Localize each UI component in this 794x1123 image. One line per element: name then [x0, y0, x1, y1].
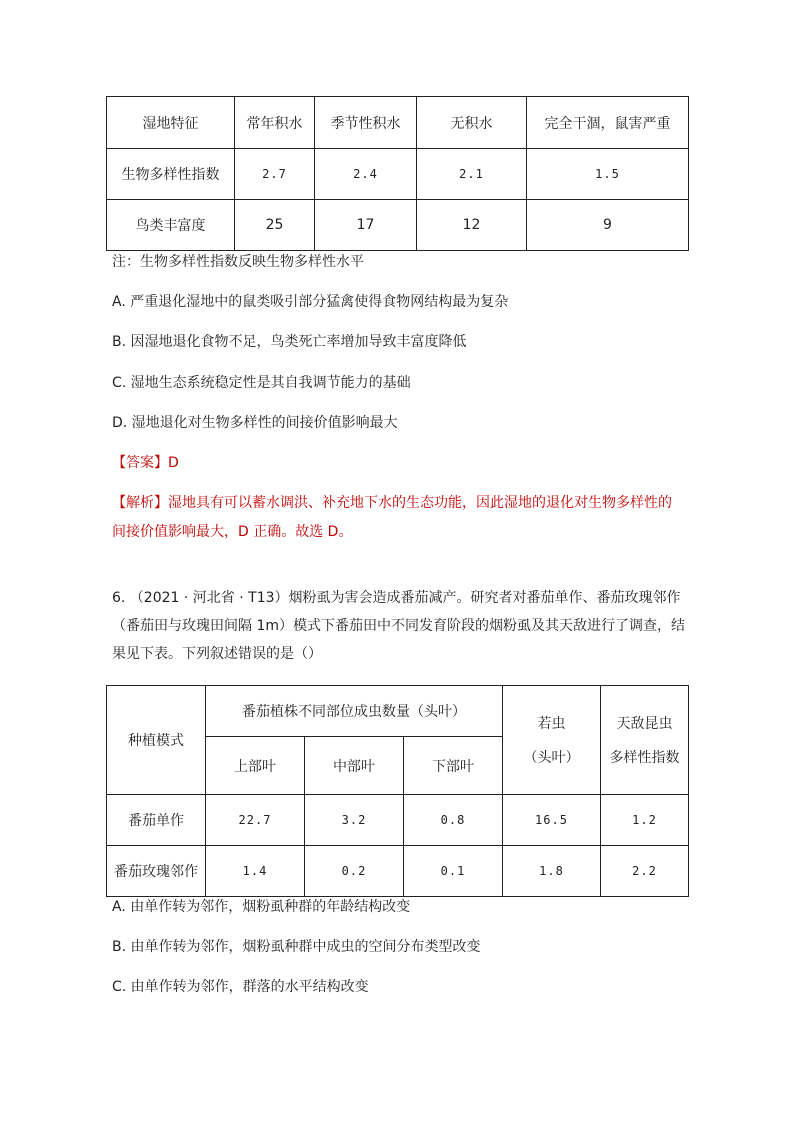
q6-option-b: B. 由单作转为邻作，烟粉虱种群中成虫的空间分布类型改变	[112, 939, 481, 955]
table-cell: 25	[235, 200, 315, 251]
answer-label: 【答案】	[112, 455, 168, 471]
table-cell: 0.2	[305, 846, 404, 897]
q6-option-c: C. 由单作转为邻作，群落的水平结构改变	[112, 979, 369, 995]
table-row	[107, 795, 689, 846]
question-6-stem-2: （番茄田与玫瑰田间隔 1m）模式下番茄田中不同发育阶段的烟粉虱及其天敌进行了调查，结	[112, 618, 685, 634]
col-lower-leaf: 下部叶	[404, 737, 503, 795]
table-cell: 0.8	[404, 795, 503, 846]
table-cell: 1.2	[601, 795, 689, 846]
table-header-cell: 完全干涸，鼠害严重	[527, 97, 689, 149]
table-header-cell: 无积水	[417, 97, 527, 149]
col-nymph-line1: 若虫	[537, 716, 566, 732]
analysis-text: 湿地具有可以蓄水调洪、补充地下水的生态功能，因此湿地的退化对生物多样性的	[168, 495, 672, 511]
table-cell: 2.4	[315, 149, 417, 200]
table-header-cell: 湿地特征	[107, 97, 235, 149]
table-cell: 2.2	[601, 846, 689, 897]
col-enemy-diversity	[601, 686, 689, 795]
table-cell: 3.2	[305, 795, 404, 846]
col-planting-mode: 种植模式	[107, 686, 206, 795]
table-cell: 12	[417, 200, 527, 251]
table-cell: 0.1	[404, 846, 503, 897]
col-nymph	[503, 686, 601, 795]
q6-option-a: A. 由单作转为邻作，烟粉虱种群的年龄结构改变	[112, 899, 411, 915]
wetland-table	[106, 96, 689, 251]
table-row	[107, 200, 689, 251]
table-cell: 2.1	[417, 149, 527, 200]
col-nymph-line2: （头叶）	[523, 750, 580, 766]
table-row	[107, 149, 689, 200]
table-cell: 鸟类丰富度	[107, 200, 235, 251]
table-cell: 番茄玫瑰邻作	[107, 846, 206, 897]
col-adult-count-group: 番茄植株不同部位成虫数量（头叶）	[206, 686, 503, 737]
option-a: A. 严重退化湿地中的鼠类吸引部分猛禽使得食物网结构最为复杂	[112, 294, 509, 310]
table-cell: 1.5	[527, 149, 689, 200]
table-cell: 17	[315, 200, 417, 251]
table-header-cell: 常年积水	[235, 97, 315, 149]
table-row	[107, 846, 689, 897]
option-d: D. 湿地退化对生物多样性的间接价值影响最大	[112, 415, 398, 431]
col-enemy-line2: 多样性指数	[609, 750, 680, 766]
option-c: C. 湿地生态系统稳定性是其自我调节能力的基础	[112, 375, 411, 391]
option-b: B. 因湿地退化食物不足，鸟类死亡率增加导致丰富度降低	[112, 334, 467, 350]
table-cell: 16.5	[503, 795, 601, 846]
question-6-stem-3: 果见下表。下列叙述错误的是（）	[112, 646, 322, 662]
table-cell: 9	[527, 200, 689, 251]
answer-value: D	[168, 455, 179, 471]
col-middle-leaf: 中部叶	[305, 737, 404, 795]
table-cell: 1.4	[206, 846, 305, 897]
whitefly-table	[106, 685, 689, 897]
table-cell: 22.7	[206, 795, 305, 846]
table-note: 注：生物多样性指数反映生物多样性水平	[112, 254, 364, 270]
table-cell: 生物多样性指数	[107, 149, 235, 200]
table-cell: 1.8	[503, 846, 601, 897]
table-cell: 2.7	[235, 149, 315, 200]
table-header-cell: 季节性积水	[315, 97, 417, 149]
analysis-line-1	[112, 493, 672, 513]
table-cell: 番茄单作	[107, 795, 206, 846]
col-enemy-line1: 天敌昆虫	[616, 716, 673, 732]
col-upper-leaf: 上部叶	[206, 737, 305, 795]
analysis-line-2: 间接价值影响最大，D 正确。故选 D。	[112, 524, 353, 540]
answer-line	[112, 453, 179, 473]
question-6-stem-1: 6. （2021 · 河北省 · T13）烟粉虱为害会造成番茄减产。研究者对番茄单作、番茄玫瑰邻作	[112, 590, 681, 606]
analysis-label: 【解析】	[112, 495, 168, 511]
